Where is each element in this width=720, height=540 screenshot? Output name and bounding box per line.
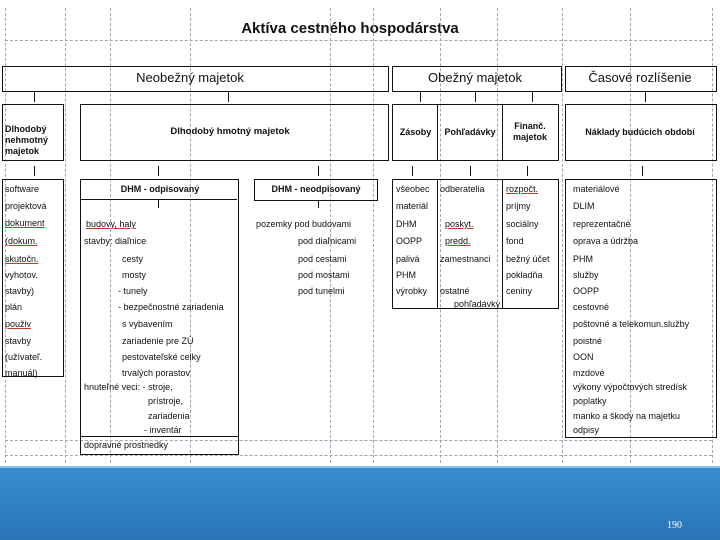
list-item: skutočn. [5,254,39,264]
list-item: manko a škody na majetku [573,411,681,421]
grid-guide [562,8,563,463]
list-item: hnuteľné veci: - stroje, [84,382,173,392]
list-item: - tunely [118,286,148,296]
list-item: (užívateľ. [5,352,43,362]
list-item: pod mostami [298,270,350,280]
divider [437,179,438,308]
list-item: odberatelia [440,184,485,194]
subheader-neodpisovany-label: DHM - neodpisovaný [271,184,361,194]
connector [470,166,471,176]
list-item: príjmy [506,201,531,211]
list-item: odpisy [573,425,600,435]
list-item: software [5,184,40,194]
list-item: pozemky pod budovami [256,219,352,229]
group-neobezny: Neobežný majetok [136,70,244,85]
connector [642,166,643,176]
list-item: oprava a údržba [573,236,639,246]
list-item: zamestnanci [440,254,491,264]
list-item: budovy, haly [86,219,136,229]
connector [318,200,319,208]
connector [420,92,421,102]
list-item: poskyt. [445,219,474,229]
list-item: poštovné a telekomun.služby [573,319,690,329]
list-item: prístroje, [148,396,184,406]
list-item: zariadenie pre ZÚ [122,336,194,346]
connector [228,92,229,102]
list-item: výkony výpočtových stredísk [573,382,688,392]
list-item: palivá [396,254,420,264]
page-title: Aktíva cestného hospodárstva [241,20,459,37]
list-item: OOPP [573,286,600,296]
connector [475,92,476,102]
list-item: rozpočt. [506,184,539,194]
divider [437,104,438,160]
connector [158,200,159,208]
category-dhm: Dlhodobý hmotný majetok [170,126,290,137]
connector [532,92,533,102]
list-item: ceniny [506,286,533,296]
list-item: PHM [573,254,593,264]
list-item: predd. [445,236,471,246]
list-item: dopravné prostriedky [84,440,169,450]
category-pohladavky: Pohľadávky [444,127,496,137]
list-item: - bezpečnostné zariadenia [118,302,224,312]
connector [318,166,319,176]
connector [158,166,159,176]
list-item: pod diaľnicami [298,236,357,246]
list-item: pod tunelmi [298,286,345,296]
list-item: pokladňa [506,270,543,280]
group-obezny: Obežný majetok [428,70,522,85]
list-item: bežný účet [506,254,550,264]
list-item: stavby) [5,286,35,296]
list-item: všeobec [396,184,430,194]
list-item: plán [5,302,23,312]
group-casove: Časové rozlíšenie [588,70,692,85]
list-item: výrobky [396,286,428,296]
list-item: poistné [573,336,603,346]
list-item: stavby [5,336,32,346]
list-item: ostatné [440,286,470,296]
list-item: pestovateľské celky [122,352,201,362]
list-item: pohľadávky [454,299,501,309]
connector [527,166,528,176]
footer-band [0,468,720,540]
subheader-odpisovany-label: DHM - odpisovaný [120,184,200,194]
list-item: OOPP [396,236,423,246]
list-item: poplatky [573,396,607,406]
list-item: služby [573,270,599,280]
list-item: cestovné [573,302,610,312]
category-dnm: Dlhodobý nehmotný majetok [5,124,49,156]
connector [34,166,35,176]
connector [645,92,646,102]
grid-guide [5,40,712,41]
divider [502,179,503,308]
list-item: manuál) [5,368,38,378]
list-item: materiál [396,201,429,211]
list-item: cesty [122,254,144,264]
list-item: použiv [5,319,32,329]
list-item: dokument [5,218,45,228]
list-item: zariadenia [148,411,190,421]
list-item: s vybavením [122,319,173,329]
connector [412,166,413,176]
grid-guide [5,455,712,456]
page-number: 190 [667,520,682,531]
list-item: DHM [396,219,417,229]
list-item: - inventár [144,425,182,435]
list-item: sociálny [506,219,539,229]
divider [80,436,238,437]
divider [502,104,503,160]
list-item: OON [573,352,594,362]
category-financny: Finanč. majetok [512,121,547,142]
list-item: PHM [396,270,416,280]
category-naklady: Náklady budúcich období [585,127,695,137]
list-item: fond [506,236,524,246]
list-item: DLIM [573,201,595,211]
connector [34,92,35,102]
list-item: mzdové [573,368,605,378]
list-item: materiálové [573,184,620,194]
list-item: trvalých porastov [122,368,191,378]
category-zasoby: Zásoby [399,127,432,137]
list-item: projektová [5,201,47,211]
list-item: stavby: diaľnice [84,236,147,246]
list-item: reprezentačné [573,219,631,229]
list-item: vyhotov. [5,270,38,280]
list-item: (dokum. [5,236,38,246]
list-item: mosty [122,270,147,280]
list-item: pod cestami [298,254,347,264]
